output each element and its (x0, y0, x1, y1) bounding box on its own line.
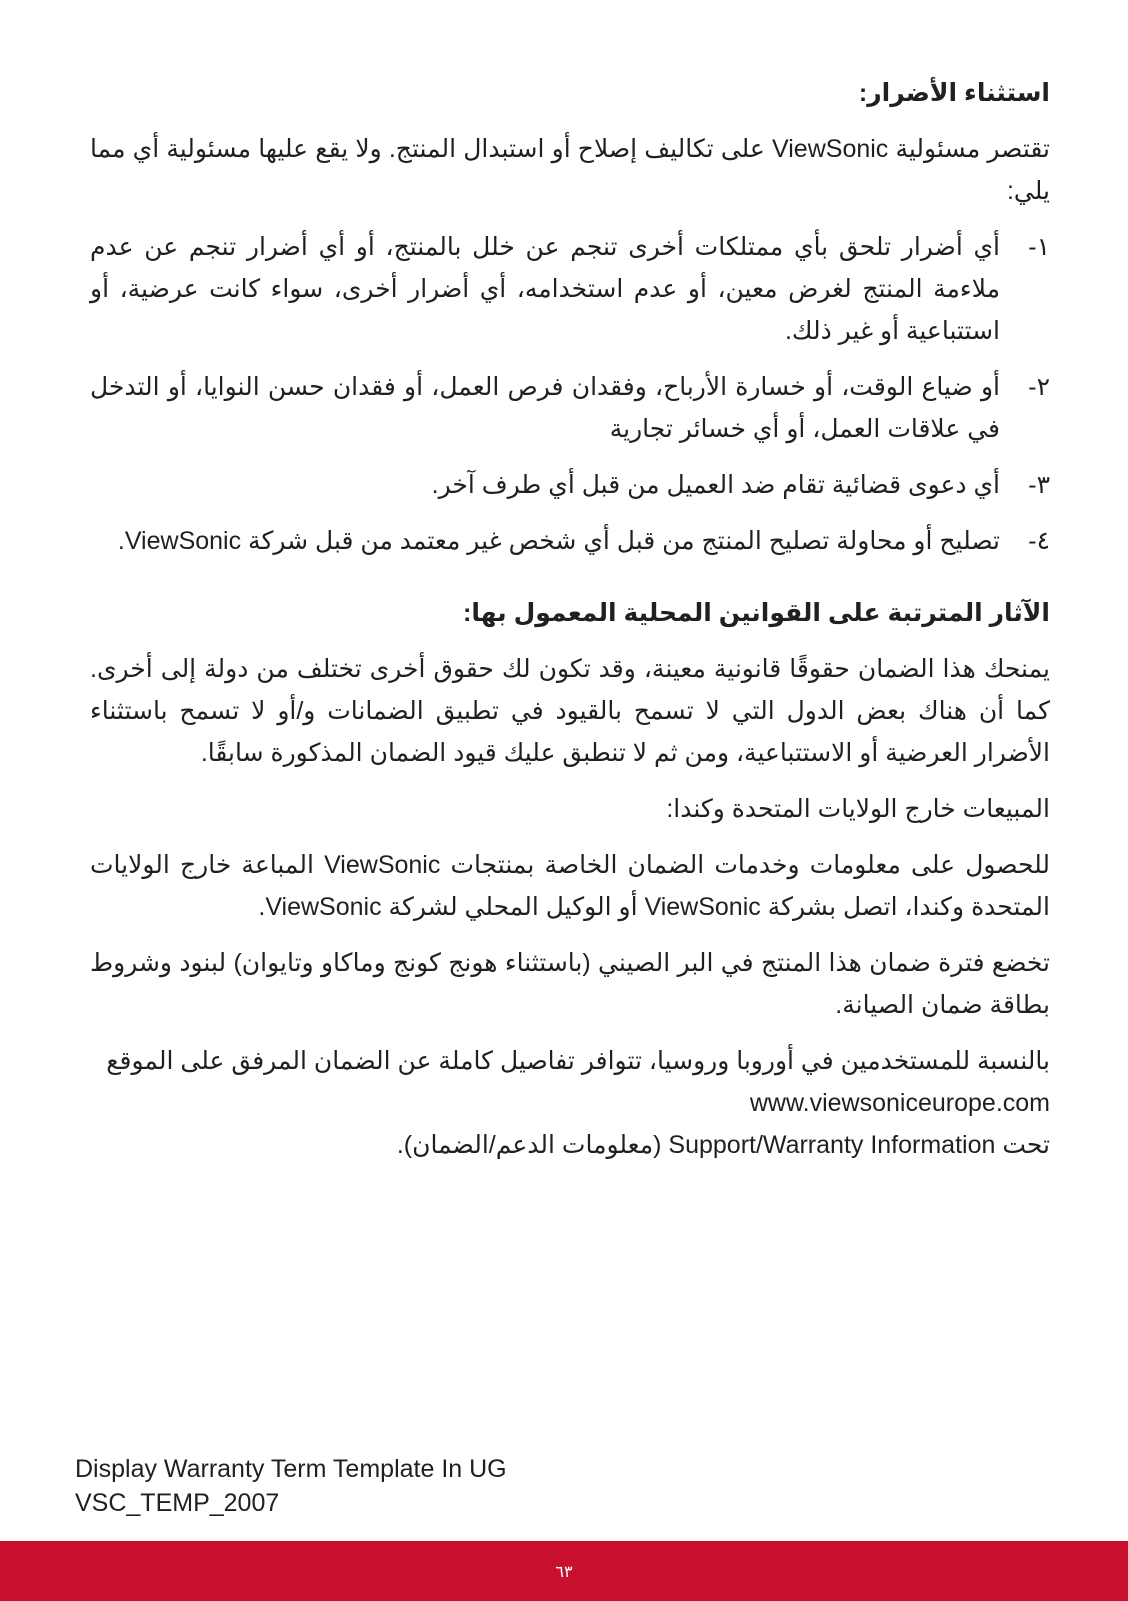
section-heading-damage-exclusions: استثناء الأضرار: (858, 79, 1050, 107)
list-item-text: أي أضرار تلحق بأي ممتلكات أخرى تنجم عن خلل بالمنتج، أو أي أضرار تنجم عن عدم ملاءمة المنتج لغرض معين، أو عدم استخدامه، أي أضرار أخرى، سواء كانت عرضية، أو استتباعية أو غير ذلك. (90, 233, 1000, 345)
list-item-number: ١- (1028, 233, 1050, 261)
list-item-text: أي دعوى قضائية تقام ضد العميل من قبل أي طرف آخر. (431, 471, 1000, 499)
section-heading-local-law: الآثار المترتبة على القوانين المحلية المعمول بها: (463, 599, 1050, 627)
list-item (90, 464, 1050, 506)
exclusions-list (90, 226, 1050, 562)
list-item (90, 366, 1050, 450)
document-body (90, 72, 1050, 1180)
template-name: Display Warranty Term Template In UG (75, 1455, 507, 1483)
paragraph-outside-us-canada: للحصول على معلومات وخدمات الضمان الخاصة بمنتجات ViewSonic المباعة خارج الولايات المتحدة وكندا، اتصل بشركة ViewSonic أو الوكيل المحلي لشركة ViewSonic. (90, 851, 1051, 921)
list-item-number: ٤- (1028, 527, 1050, 555)
list-item-number: ٢- (1028, 373, 1050, 401)
page-number: ٦٣ (555, 1561, 573, 1581)
footer-bar (0, 1541, 1128, 1601)
footer-template-info (75, 1452, 507, 1520)
list-item (90, 226, 1050, 352)
website-url: www.viewsoniceurope.com (749, 1089, 1050, 1117)
paragraph-support-info: تحت Support/Warranty Information (معلومات الدعم/الضمان). (396, 1131, 1050, 1159)
list-item (90, 520, 1050, 562)
paragraph-mainland-china: تخضع فترة ضمان هذا المنتج في البر الصيني (باستثناء هونج كونج وماكاو وتايوان) لبنود وشروط بطاقة ضمان الصيانة. (90, 949, 1050, 1019)
section-heading-outside-us-canada: المبيعات خارج الولايات المتحدة وكندا: (666, 795, 1050, 823)
list-item-text: تصليح أو محاولة تصليح المنتج من قبل أي شخص غير معتمد من قبل شركة ViewSonic. (117, 527, 1000, 555)
paragraph-local-law: يمنحك هذا الضمان حقوقًا قانونية معينة، وقد تكون لك حقوق أخرى تختلف من دولة إلى أخرى. كما أن هناك بعض الدول التي لا تسمح بالقيود في تطبيق الضمانات و/أو لا تسمح باستثناء الأضرار العرضية أو الاستتباعية، ومن ثم لا تنطبق عليك قيود الضمان المذكورة سابقًا. (90, 655, 1050, 767)
paragraph-europe-russia: بالنسبة للمستخدمين في أوروبا وروسيا، تتوافر تفاصيل كاملة عن الضمان المرفق على الموقع (106, 1047, 1050, 1075)
list-item-number: ٣- (1028, 471, 1050, 499)
template-code: VSC_TEMP_2007 (75, 1489, 280, 1517)
paragraph-liability-intro: تقتصر مسئولية ViewSonic على تكاليف إصلاح أو استبدال المنتج. ولا يقع عليها مسئولية أي مما يلي: (90, 135, 1051, 205)
list-item-text: أو ضياع الوقت، أو خسارة الأرباح، وفقدان فرص العمل، أو فقدان حسن النوايا، أو التدخل في علاقات العمل، أو أي خسائر تجارية (90, 373, 1000, 443)
